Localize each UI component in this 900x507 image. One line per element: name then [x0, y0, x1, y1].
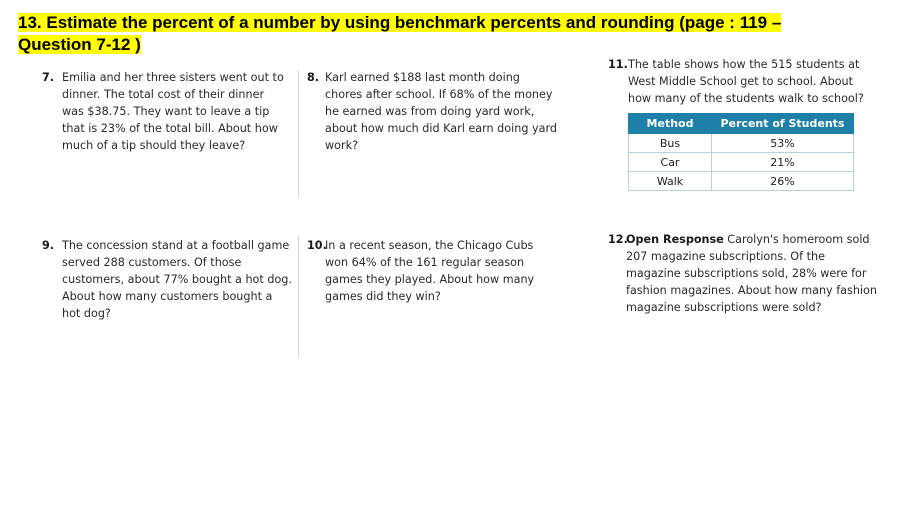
- problem-text: Karl earned $188 last month doing chores after school. If 68% of the money he earned was from doing yard work, about how much did Karl earn doing yard work?: [325, 71, 557, 152]
- table-header-row: [629, 114, 854, 134]
- problem-text: In a recent season, the Chicago Cubs won 64% of the 161 regular season games they played. About how many games did they win?: [325, 239, 535, 303]
- problem-number: 7.: [42, 71, 55, 84]
- column-header-percent: Percent of Students: [712, 114, 854, 134]
- transport-table: [628, 113, 854, 191]
- table-cell: Bus: [629, 134, 712, 153]
- problem-number: 10.: [307, 239, 327, 252]
- problem-number: 12.: [608, 233, 628, 246]
- problem-9: [42, 237, 297, 322]
- problem-7: [42, 69, 292, 154]
- problem-8: [307, 69, 567, 154]
- table-row: [629, 172, 854, 191]
- page-title: [18, 12, 788, 56]
- problem-number: 9.: [42, 239, 55, 252]
- problem-text-block: [608, 231, 883, 316]
- problem-text: The concession stand at a football game served 288 customers. Of those customers, about 77% bought a hot dog. About how many customers bought a hot dog?: [62, 239, 292, 320]
- column-divider: [298, 236, 299, 358]
- open-response-label: Open Response: [626, 233, 724, 246]
- problem-number: 8.: [307, 71, 320, 84]
- problem-10: [307, 237, 567, 305]
- problem-text: Emilia and her three sisters went out to dinner. The total cost of their dinner was $38.75. They want to leave a tip that is 23% of the total bill. About how much of a tip should they leave?: [62, 71, 284, 152]
- column-divider: [298, 70, 299, 198]
- problem-12: [608, 231, 883, 316]
- table-cell: Car: [629, 153, 712, 172]
- table-cell: 26%: [712, 172, 854, 191]
- page-title-text: 13. Estimate the percent of a number by using benchmark percents and rounding (page : 119 – Question 7-12 ): [18, 13, 782, 54]
- column-header-method: Method: [629, 114, 712, 134]
- problem-text: The table shows how the 515 students at West Middle School get to school. About how many of the students walk to school?: [628, 58, 864, 105]
- table-cell: 21%: [712, 153, 854, 172]
- problem-text: Carolyn's homeroom sold 207 magazine subscriptions. Of the magazine subscriptions sold, 28% were for fashion magazines. About how many fashion magazine subscriptions were sold?: [626, 233, 877, 314]
- table-cell: 53%: [712, 134, 854, 153]
- problem-number: 11.: [608, 58, 628, 71]
- table-row: [629, 153, 854, 172]
- problem-11: [608, 56, 878, 107]
- table-row: [629, 134, 854, 153]
- table-cell: Walk: [629, 172, 712, 191]
